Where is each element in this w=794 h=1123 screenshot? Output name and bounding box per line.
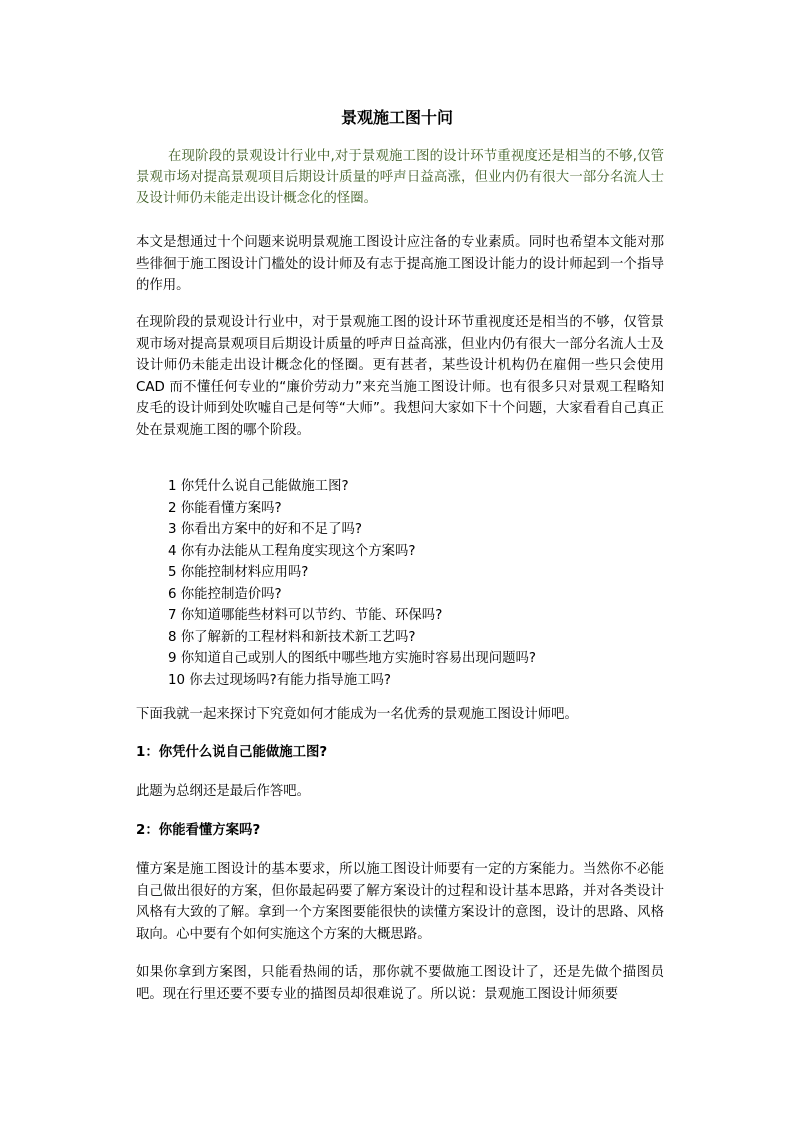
intro-paragraph: 在现阶段的景观设计行业中,对于景观施工图的设计环节重视度还是相当的不够,仅管景观市场对提高景观项目后期设计质量的呼声日益高涨，但业内仍有很大一部分名流人士及设计师仍未能走出设计概念化的怪圈。 [136,149,664,206]
section-heading-1: 1：你凭什么说自己能做施工图? [136,745,328,760]
list-item: 10 你去过现场吗?有能力指导施工吗? [168,672,391,688]
section-heading-2: 2：你能看懂方案吗? [136,823,261,838]
list-item: 6 你能控制造价吗? [168,586,282,602]
question-list [168,476,668,691]
paragraph-answer-1: 此题为总纲还是最后作答吧。 [136,784,311,799]
paragraph-answer-2: 懂方案是施工图设计的基本要求，所以施工图设计师要有一定的方案能力。当然你不必能自己做出很好的方案，但你最起码要了解方案设计的过程和设计基本思路，并对各类设计风格有大致的了解。拿到一个方案图要能很快的读懂方案设计的意图，设计的思路、风格取向。心中要有个如何实施这个方案的大概思路。 [136,862,664,942]
paragraph-context: 在现阶段的景观设计行业中，对于景观施工图的设计环节重视度还是相当的不够，仅管景观市场对提高景观项目后期设计质量的呼声日益高涨，但业内仍有很大一部分名流人士及设计师仍未能走出设计概念化的怪圈。更有甚者，某些设计机构仍在雇佣一些只会使用CAD 而不懂任何专业的“廉价劳动力”来充当施工图设计师。也有很多只对景观工程略知皮毛的设计师到处吹嘘自己是何等“大师”。我想问大家如下十个问题，大家看看自己真正处在景观施工图的哪个阶段。 [136,315,664,438]
list-item: 5 你能控制材料应用吗? [168,565,309,580]
paragraph-purpose: 本文是想通过十个问题来说明景观施工图设计应注备的专业素质。同时也希望本文能对那些徘徊于施工图设计门槛处的设计师及有志于提高施工图设计能力的设计师起到一个指导的作用。 [136,235,664,293]
list-item: 8 你了解新的工程材料和新技术新工艺吗? [168,629,416,645]
paragraph-transition: 下面我就一起来探讨下究竟如何才能成为一名优秀的景观施工图设计师吧。 [136,707,578,722]
list-item: 1 你凭什么说自己能做施工图? [168,479,349,494]
list-item: 3 你看出方案中的好和不足了吗? [168,522,362,537]
paragraph-answer-2-continued: 如果你拿到方案图，只能看热闹的话，那你就不要做施工图设计了，还是先做个描图员吧。现在行里还要不要专业的描图员却很难说了。所以说：景观施工图设计师须要 [136,965,664,1002]
list-item: 7 你知道哪能些材料可以节约、节能、环保吗? [168,608,443,623]
list-item: 9 你知道自己或别人的图纸中哪些地方实施时容易出现问题吗? [168,651,537,666]
list-item: 4 你有办法能从工程角度实现这个方案吗? [168,543,416,559]
list-item: 2 你能看懂方案吗? [168,500,282,516]
page-title: 景观施工图十问 [340,108,453,127]
